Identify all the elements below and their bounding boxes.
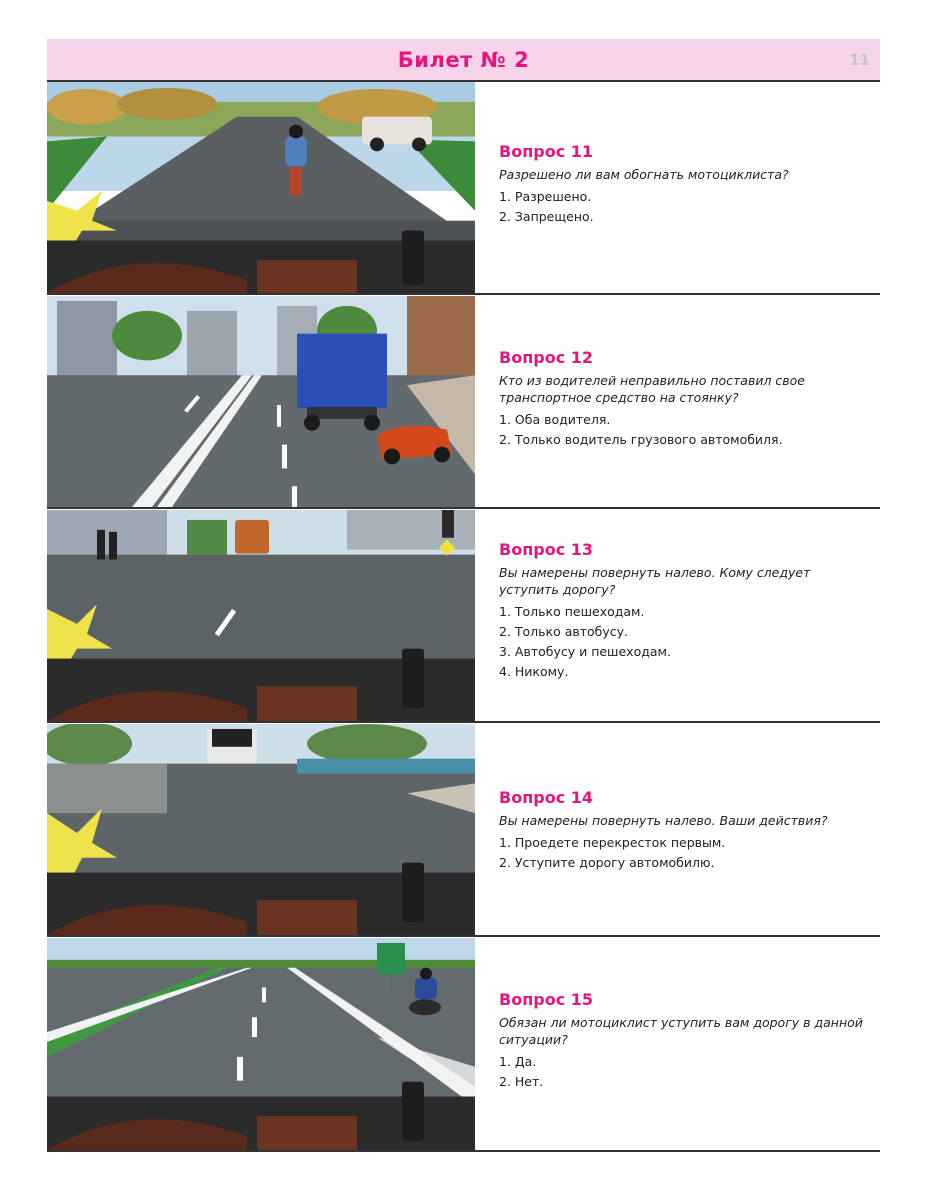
scene-image-13 — [47, 510, 475, 721]
question-title-11: Вопрос 11 — [499, 142, 594, 161]
question-block-14 — [47, 724, 880, 937]
question-title-15: Вопрос 15 — [499, 990, 594, 1009]
question-text-15: Обязан ли мотоциклист уступить вам дорогу в данной ситуации? — [499, 1015, 863, 1047]
scene-image-11 — [47, 82, 475, 293]
answer-option[interactable]: 1. Оба водителя. — [499, 412, 611, 427]
answer-option[interactable]: 2. Только автобусу. — [499, 624, 629, 639]
question-title-13: Вопрос 13 — [499, 540, 594, 559]
scene-highway-motorcyclist-image — [47, 938, 475, 1150]
question-block-11 — [47, 82, 880, 295]
scene-image-14 — [47, 724, 475, 935]
answer-option[interactable]: 2. Только водитель грузового автомобиля. — [499, 432, 783, 447]
answer-option[interactable]: 1. Проедете перекресток первым. — [499, 835, 726, 850]
answer-option[interactable]: 2. Запрещено. — [499, 209, 594, 224]
answer-option[interactable]: 4. Никому. — [499, 664, 569, 679]
answer-option[interactable]: 1. Разрешено. — [499, 189, 592, 204]
scene-intersection-bus-image — [47, 510, 475, 721]
scene-oncoming-truck-image — [47, 724, 475, 935]
answer-list-13 — [499, 602, 880, 682]
question-text-13: Вы намерены повернуть налево. Кому следует уступить дорогу? — [499, 565, 811, 597]
question-block-13 — [47, 510, 880, 723]
answer-list-15 — [499, 1052, 880, 1092]
scene-image-12 — [47, 296, 475, 507]
scene-motorcycle-image — [47, 82, 475, 293]
answer-list-11 — [499, 187, 880, 227]
answer-option[interactable]: 2. Нет. — [499, 1074, 544, 1089]
answer-option[interactable]: 1. Да. — [499, 1054, 537, 1069]
question-block-12 — [47, 296, 880, 509]
question-block-15 — [47, 938, 880, 1152]
answer-option[interactable]: 1. Только пешеходам. — [499, 604, 645, 619]
page-number: 11 — [849, 51, 870, 69]
question-text-11: Разрешено ли вам обогнать мотоциклиста? — [499, 167, 789, 182]
question-text-14: Вы намерены повернуть налево. Ваши действия? — [499, 813, 828, 828]
ticket-title: Билет № 2 — [397, 48, 530, 72]
scene-parked-truck-image — [47, 296, 475, 507]
question-text-12: Кто из водителей неправильно поставил свое транспортное средство на стоянку? — [499, 373, 805, 405]
scene-image-15 — [47, 938, 475, 1150]
answer-list-12 — [499, 410, 880, 450]
page-header — [47, 39, 880, 82]
answer-list-14 — [499, 833, 880, 873]
question-title-14: Вопрос 14 — [499, 788, 594, 807]
question-title-12: Вопрос 12 — [499, 348, 594, 367]
answer-option[interactable]: 3. Автобусу и пешеходам. — [499, 644, 671, 659]
answer-option[interactable]: 2. Уступите дорогу автомобилю. — [499, 855, 715, 870]
